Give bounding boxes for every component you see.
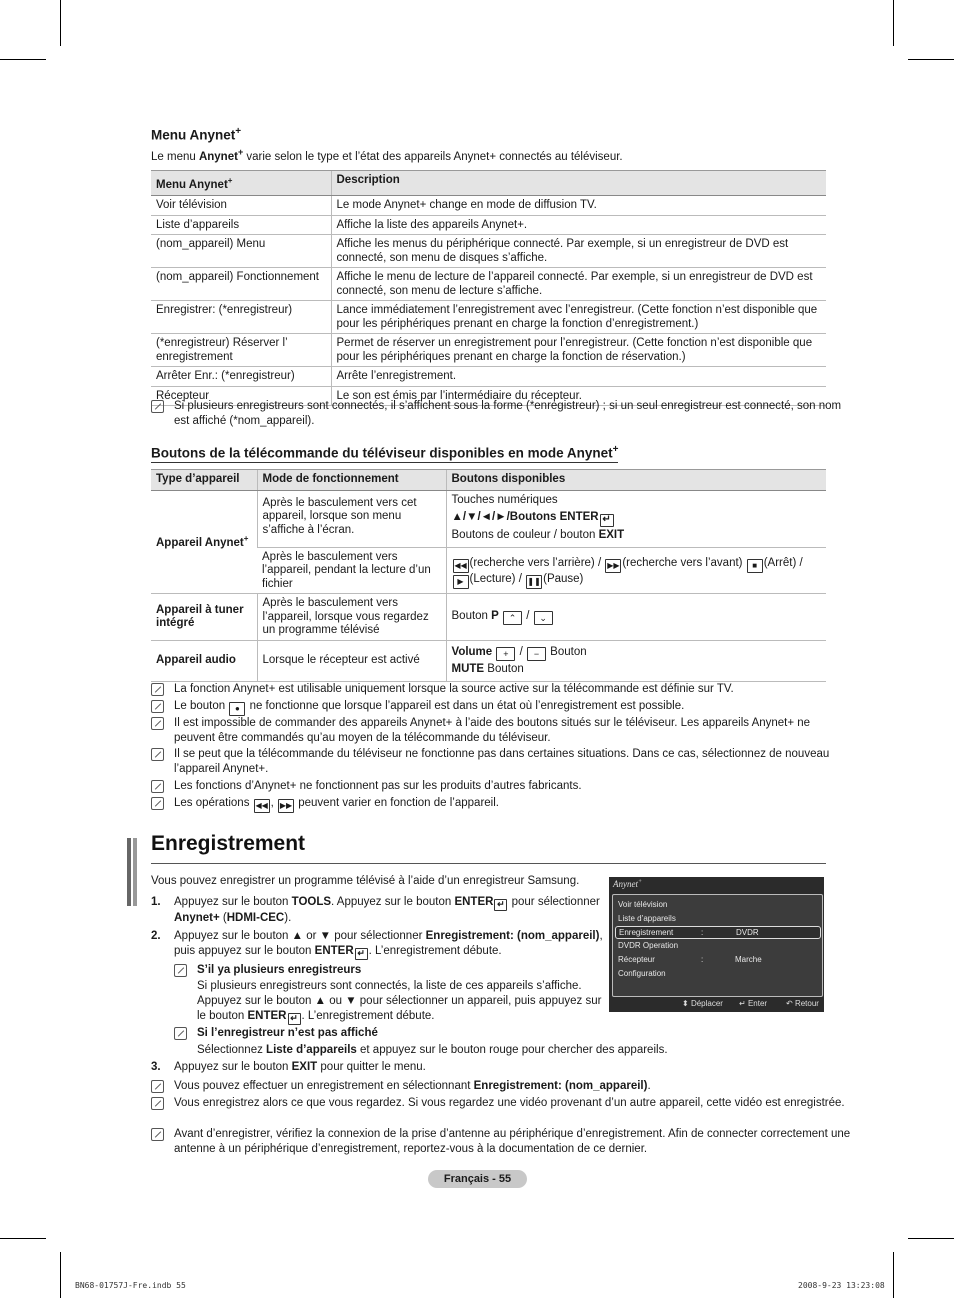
note: Les fonctions d’Anynet+ ne fonctionnent pas sur les produits d’autres fabricants.: [151, 779, 854, 794]
recording-intro: Vous pouvez enregistrer un programme télévisé à l’aide d’un enregistreur Samsung.: [151, 875, 580, 887]
sub-note: S’il ya plusieurs enregistreurs: [174, 963, 627, 978]
volume-up-icon: +: [496, 647, 515, 661]
enter-icon: ↵: [600, 514, 614, 527]
step-text: Appuyez sur le bouton ▲ or ▼ pour sélectionner Enregistrement: (nom_appareil), puis appuyez sur le bouton ENTER ↵ . L’enregistrement débute.: [174, 930, 603, 958]
step-text: Appuyez sur le bouton EXIT pour quitter le menu.: [174, 1061, 426, 1073]
menu-item-desc: Permet de réserver un enregistrement pour l’enregistreur. (Cette fonction n’est disponible que pour les périphériques prenant en charge la fonction de réservation.): [331, 334, 826, 367]
menu-item-desc: Le mode Anynet+ change en mode de diffusion TV.: [331, 196, 826, 216]
note: Vous enregistrez alors ce que vous regardez. Si vous regardez une vidéo provenant d’un autre appareil, cette vidéo est enregistrée.: [151, 1096, 854, 1111]
sub-note-text: Sélectionnez Liste d’appareils et appuyez sur le bouton rouge pour chercher des appareils.: [197, 1044, 668, 1056]
osd-menu-item[interactable]: Voir télévision: [618, 900, 668, 909]
buttons-line: Boutons de couleur / bouton EXIT: [451, 529, 625, 541]
buttons-line: ▲/▼/◄/►/Boutons ENTER ↵: [452, 509, 823, 527]
note-icon: [151, 748, 164, 761]
enter-icon: ↵: [739, 999, 746, 1008]
operating-mode: Lorsque le récepteur est activé: [257, 640, 446, 681]
buttons-line: Volume + / − Bouton: [451, 645, 587, 659]
rewind-icon: ◀◀: [254, 799, 270, 813]
operating-mode: Après le basculement vers cet appareil, lorsque son menu s’affiche à l’écran.: [257, 490, 446, 547]
menu-item-name: (*enregistreur) Réserver l’ enregistrement: [151, 334, 331, 367]
file-slug: BN68-01757J-Fre.indb 55: [75, 1281, 186, 1290]
device-type: Appareil audio: [151, 640, 257, 681]
available-buttons: [446, 640, 826, 681]
anynet-osd-screenshot: [609, 877, 824, 1012]
col-description: Description: [331, 171, 826, 196]
menu-item-name: Voir télévision: [151, 196, 331, 216]
section-bar: [127, 838, 131, 906]
table-header-row: [151, 470, 826, 491]
osd-menu: [612, 894, 823, 997]
crop-mark: [893, 1252, 894, 1298]
crop-mark: [908, 59, 954, 60]
note: Si plusieurs enregistreurs sont connectés, il s’affichent sous la forme (*enregistreur) ; si un seul enregistreur est connecté, son nom est affiché (*nom_appareil).: [151, 399, 854, 429]
osd-menu-item[interactable]: Récepteur : Marche: [618, 955, 762, 964]
menu-item-desc: Affiche la liste des appareils Anynet+.: [331, 215, 826, 235]
table-row: [151, 490, 826, 547]
record-icon: ●: [229, 702, 245, 716]
col-menu-anynet: Menu Anynet+: [151, 171, 331, 196]
note: Avant d’enregistrer, vérifiez la connexion de la prise d’antenne au périphérique d’enregistrement. Afin de connecter correctement une antenne à un périphérique d’enregistrement, reportez-vous à la documentation de ce dernier.: [151, 1127, 854, 1157]
crop-mark: [60, 0, 61, 46]
table-row: [151, 268, 826, 301]
osd-menu-item[interactable]: Liste d’appareils: [618, 914, 676, 923]
recording-title: Enregistrement: [151, 832, 306, 855]
note-icon: [174, 964, 187, 977]
osd-menu-item-selected[interactable]: Enregistrement : DVDR: [615, 926, 821, 939]
return-icon: ↶: [786, 999, 793, 1008]
note-icon: [151, 780, 164, 793]
osd-menu-item[interactable]: DVDR Operation: [618, 941, 679, 950]
table-row: [151, 215, 826, 235]
fast-forward-icon: ▶▶: [278, 799, 294, 813]
pause-icon: ❚❚: [526, 575, 542, 589]
table-row: [151, 594, 826, 641]
channel-up-icon: ⌃: [503, 611, 522, 625]
note-icon: [151, 1097, 164, 1110]
note-icon: [151, 797, 164, 810]
updown-icon: ⬍: [682, 999, 689, 1008]
crop-mark: [0, 59, 46, 60]
note-icon: [174, 1027, 187, 1040]
menu-item-name: (nom_appareil) Menu: [151, 235, 331, 268]
osd-enter-hint: ↵ Enter: [739, 999, 768, 1008]
sub-note: Si l’enregistreur n’est pas affiché: [174, 1026, 627, 1041]
available-buttons: [446, 490, 826, 547]
note: Il se peut que la télécommande du téléviseur ne fonctionne pas dans certaines situations. Dans ce cas, sélectionnez de nouveau l’appareil Anynet+.: [151, 747, 854, 777]
note-icon: [151, 717, 164, 730]
device-type: Appareil Anynet+: [151, 490, 257, 594]
fast-forward-icon: ▶▶: [605, 559, 621, 573]
col-available-buttons: Boutons disponibles: [446, 470, 826, 491]
note: La fonction Anynet+ est utilisable uniquement lorsque la source active sur la télécommande est définie sur TV.: [151, 682, 854, 697]
table-row: [151, 334, 826, 367]
crop-mark: [0, 1238, 46, 1239]
col-device-type: Type d’appareil: [151, 470, 257, 491]
enter-icon: ↵: [288, 1013, 301, 1025]
menu-item-name: Liste d’appareils: [151, 215, 331, 235]
note-icon: [151, 700, 164, 713]
note-icon: [151, 1080, 164, 1093]
page-number-badge: Français - 55: [428, 1170, 527, 1188]
step-text: Appuyez sur le bouton TOOLS. Appuyez sur le bouton ENTER ↵ pour sélectionner Anynet+ (HDMI-CEC).: [174, 896, 600, 924]
menu-item-name: Enregistrer: (*enregistreur): [151, 301, 331, 334]
sub-note-text: Si plusieurs enregistreurs sont connectés, la liste de ces appareils s’affiche. Appuyez sur le bouton ▲ ou ▼ pour sélectionner un appareil, puis appuyez sur le bouton ENTER ↵ . L’enregistrement débute.: [197, 980, 602, 1023]
note: Il est impossible de commander des appareils Anynet+ à l’aide des boutons situés sur le téléviseur. Les appareils Anynet+ ne peuvent être commandés qu’au moyen de la télécommande du téléviseur.: [151, 716, 854, 746]
menu-item-name: (nom_appareil) Fonctionnement: [151, 268, 331, 301]
col-operating-mode: Mode de fonctionnement: [257, 470, 446, 491]
available-buttons: ◀◀ (recherche vers l’arrière) / ▶▶ (recherche vers l’avant) ■ (Arrêt) / ▶ (Lecture) / ❚❚ (Pause): [446, 547, 826, 594]
osd-menu-item[interactable]: Configuration: [618, 969, 666, 978]
note-icon: [151, 400, 164, 413]
note: Les opérations ◀◀ , ▶▶ peuvent varier en fonction de l’appareil.: [151, 796, 854, 813]
table-header-row: [151, 171, 826, 196]
rewind-icon: ◀◀: [453, 559, 469, 573]
anynet-menu-table: [151, 170, 826, 406]
crop-mark: [60, 1252, 61, 1298]
step-number: 2.: [151, 930, 161, 942]
buttons-line: Touches numériques: [451, 493, 558, 506]
menu-item-desc: Affiche le menu de lecture de l’appareil connecté. Par exemple, si un enregistreur de DVD est connecté, son menu de lecture s’affiche.: [331, 268, 826, 301]
print-date: 2008-9-23 13:23:08: [798, 1281, 885, 1290]
anynet-logo: Anynet+: [613, 879, 643, 889]
channel-down-icon: ⌄: [534, 611, 553, 625]
menu-item-desc: Lance immédiatement l’enregistrement avec l’enregistreur. (Cette fonction n’est disponible que pour les périphériques prenant en charge la fonction d’enregistrement.): [331, 301, 826, 334]
table-row: [151, 301, 826, 334]
volume-down-icon: −: [527, 647, 546, 661]
operating-mode: Après le basculement vers l’appareil, pendant la lecture d’un fichier: [257, 547, 446, 594]
table-row: [151, 235, 826, 268]
note-icon: [151, 683, 164, 696]
menu-item-name: Arrêter Enr.: (*enregistreur): [151, 367, 331, 387]
anynet-menu-heading: Menu Anynet+: [151, 126, 242, 143]
remote-heading: Boutons de la télécommande du téléviseur disponibles en mode Anynet+: [151, 444, 619, 461]
table-row: [151, 196, 826, 216]
play-icon: ▶: [453, 575, 469, 589]
step-number: 1.: [151, 896, 161, 908]
buttons-line: MUTE Bouton: [451, 663, 524, 675]
menu-item-desc: Le son est émis par l’intermédiaire du récepteur.: [331, 386, 826, 406]
osd-return-hint: ↶ Retour: [786, 999, 819, 1008]
menu-item-desc: Arrête l’enregistrement.: [331, 367, 826, 387]
crop-mark: [893, 0, 894, 46]
enter-icon: ↵: [494, 899, 507, 911]
menu-item-name: Récepteur: [151, 386, 331, 406]
note: Vous pouvez effectuer un enregistrement en sélectionnant Enregistrement: (nom_appareil).: [151, 1079, 854, 1094]
title-underline: [151, 863, 826, 864]
table-row: [151, 640, 826, 681]
device-type: Appareil à tuner intégré: [151, 594, 257, 641]
osd-move-hint: ⬍ Déplacer: [682, 999, 723, 1008]
note-icon: [151, 1128, 164, 1141]
table-row: [151, 367, 826, 387]
crop-mark: [908, 1238, 954, 1239]
enter-icon: ↵: [355, 948, 368, 960]
operating-mode: Après le basculement vers l’appareil, lorsque vous regardez un programme télévisé: [257, 594, 446, 641]
step-number: 3.: [151, 1061, 161, 1073]
anynet-menu-intro: Le menu Anynet+ varie selon le type et l’état des appareils Anynet+ connectés au téléviseur.: [151, 147, 623, 163]
stop-icon: ■: [747, 559, 763, 573]
section-bar: [133, 838, 137, 906]
remote-buttons-table: [151, 469, 826, 682]
menu-item-desc: Affiche les menus du périphérique connecté. Par exemple, si un enregistreur de DVD est connecté, son menu de disques s’affiche.: [331, 235, 826, 268]
available-buttons: Bouton P ⌃ / ⌄: [446, 594, 826, 641]
note: Le bouton ● ne fonctionne que lorsque l’appareil est dans un état où l’enregistrement est possible.: [151, 699, 854, 716]
